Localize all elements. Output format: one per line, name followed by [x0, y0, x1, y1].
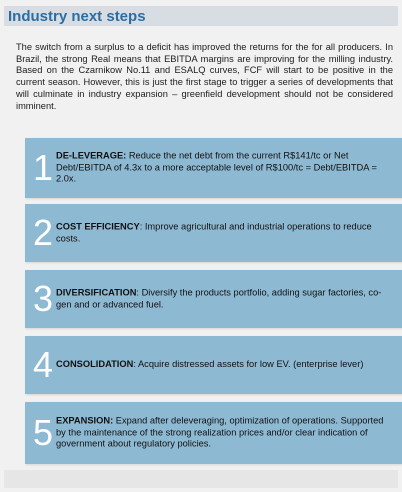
- step-card-3: [25, 270, 402, 328]
- step-card-1: [25, 138, 402, 198]
- step-description: : Acquire distressed assets for low EV. (enterprise lever): [133, 359, 364, 370]
- step-heading: EXPANSION:: [56, 415, 114, 426]
- step-number: 4: [33, 344, 54, 385]
- step-card-4: [25, 336, 402, 394]
- step-heading: COST EFFICIENCY: [56, 221, 140, 232]
- step-description: : Improve agricultural and industrial operations to reduce costs.: [56, 221, 372, 243]
- intro-paragraph: The switch from a surplus to a deficit has improved the returns for the for all producers. In Brazil, the strong Real means that EBITDA margins are improving for the milling industry. Based on the Czarnikow No.11 and ESALQ curves, FCF will start to be positive in the current season. However, this is just the first stage to trigger a series of developments that will culminate in industry expansion – greenfield development should not be considered imminent.: [16, 42, 393, 111]
- step-text: [56, 287, 394, 310]
- step-number: 2: [33, 212, 54, 253]
- step-description: Expand after deleveraging, optimization of operations. Supported by the maintenance of the strong realization prices and/or clear indication of government about regulatory policies.: [56, 415, 384, 449]
- step-text: [56, 151, 394, 186]
- step-number: 5: [33, 412, 54, 453]
- step-heading: DE-LEVERAGE:: [56, 150, 127, 161]
- step-number: 1: [33, 147, 54, 188]
- step-text: [56, 221, 394, 244]
- step-card-2: [25, 204, 402, 262]
- step-text: [56, 416, 394, 451]
- step-description: Reduce the net debt from the current R$141/tc or Net Debt/EBITDA of 4.3x to a more acceptable level of R$100/tc = Debt/EBITDA = 2.0x.: [56, 150, 377, 184]
- step-description: : Diversify the products portfolio, adding sugar factories, co-gen and or advanced fuel.: [56, 287, 382, 309]
- step-heading: DIVERSIFICATION: [56, 287, 137, 298]
- step-card-5: [25, 402, 402, 464]
- step-text: [56, 359, 394, 371]
- step-heading: CONSOLIDATION: [56, 359, 134, 370]
- bottom-shade: [4, 470, 398, 488]
- step-number: 3: [33, 278, 54, 319]
- page-title: Industry next steps: [8, 8, 146, 25]
